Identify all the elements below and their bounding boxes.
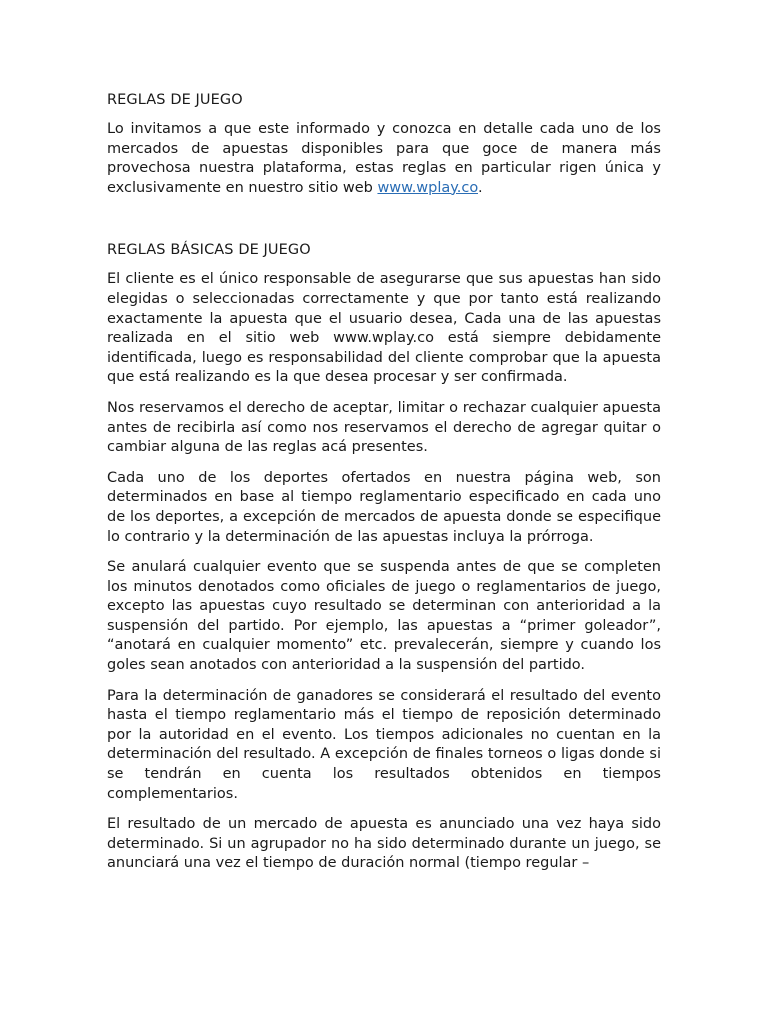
paragraph-determinacion-ganadores: Para la determinación de ganadores se considerará el resultado del evento hasta el tiempo reglamentario más el tiempo de reposición determinado por la autoridad en el evento. Los tiempos adicionales no cuentan en la determinación del resultado. A excepción de finales torneos o ligas donde si se tendrán en cuenta los resultados obtenidos en tiempos complementarios. <box>107 687 661 802</box>
paragraph-tiempo-reglamentario: Cada uno de los deportes ofertados en nuestra página web, son determinados en base al tiempo reglamentario especificado en cada uno de los deportes, a excepción de mercados de apuesta donde se especifique lo contrario y la determinación de las apuestas incluya la prórroga. <box>107 469 661 545</box>
heading-reglas-de-juego: REGLAS DE JUEGO <box>107 92 243 108</box>
wplay-link[interactable]: www.wplay.co <box>377 179 478 196</box>
intro-text-end: . <box>478 179 483 196</box>
paragraph-responsabilidad-cliente: El cliente es el único responsable de asegurarse que sus apuestas han sido elegidas o seleccionadas correctamente y que por tanto está realizando exactamente la apuesta que el usuario desea, Cada una de las apuestas realizada en el sitio web www.wplay.co está siempre debidamente identificada, luego es responsabilidad del cliente comprobar que la apuesta que está realizando es la que desea procesar y ser confirmada. <box>107 271 661 386</box>
heading-reglas-basicas: REGLAS BÁSICAS DE JUEGO <box>107 242 311 259</box>
paragraph-evento-suspendido: Se anulará cualquier evento que se suspenda antes de que se completen los minutos denotados como oficiales de juego o reglamentarios de juego, excepto las apuestas cuyo resultado se determinan con anterioridad a la suspensión del partido. Por ejemplo, las apuestas a “primer goleador”, “anotará en cualquier momento” etc. prevalecerán, siempre y cuando los goles sean anotados con anterioridad a la suspensión del partido. <box>107 559 661 674</box>
intro-text: Lo invitamos a que este informado y conozca en detalle cada uno de los mercados de apuestas disponibles para que goce de manera más provechosa nuestra plataforma, estas reglas en particular rigen única y exclusivamente en nuestro sitio web <box>107 121 661 196</box>
paragraph-reserva-derecho: Nos reservamos el derecho de aceptar, limitar o rechazar cualquier apuesta antes de recibirla así como nos reservamos el derecho de agregar quitar o cambiar alguna de las reglas acá presentes. <box>107 399 661 456</box>
paragraph-resultado-mercado: El resultado de un mercado de apuesta es anunciado una vez haya sido determinado. Si un agrupador no ha sido determinado durante un juego, se anunciará una vez el tiempo de duración normal (tiempo regular – <box>107 816 661 872</box>
document-page <box>107 90 661 885</box>
intro-paragraph <box>107 120 661 198</box>
